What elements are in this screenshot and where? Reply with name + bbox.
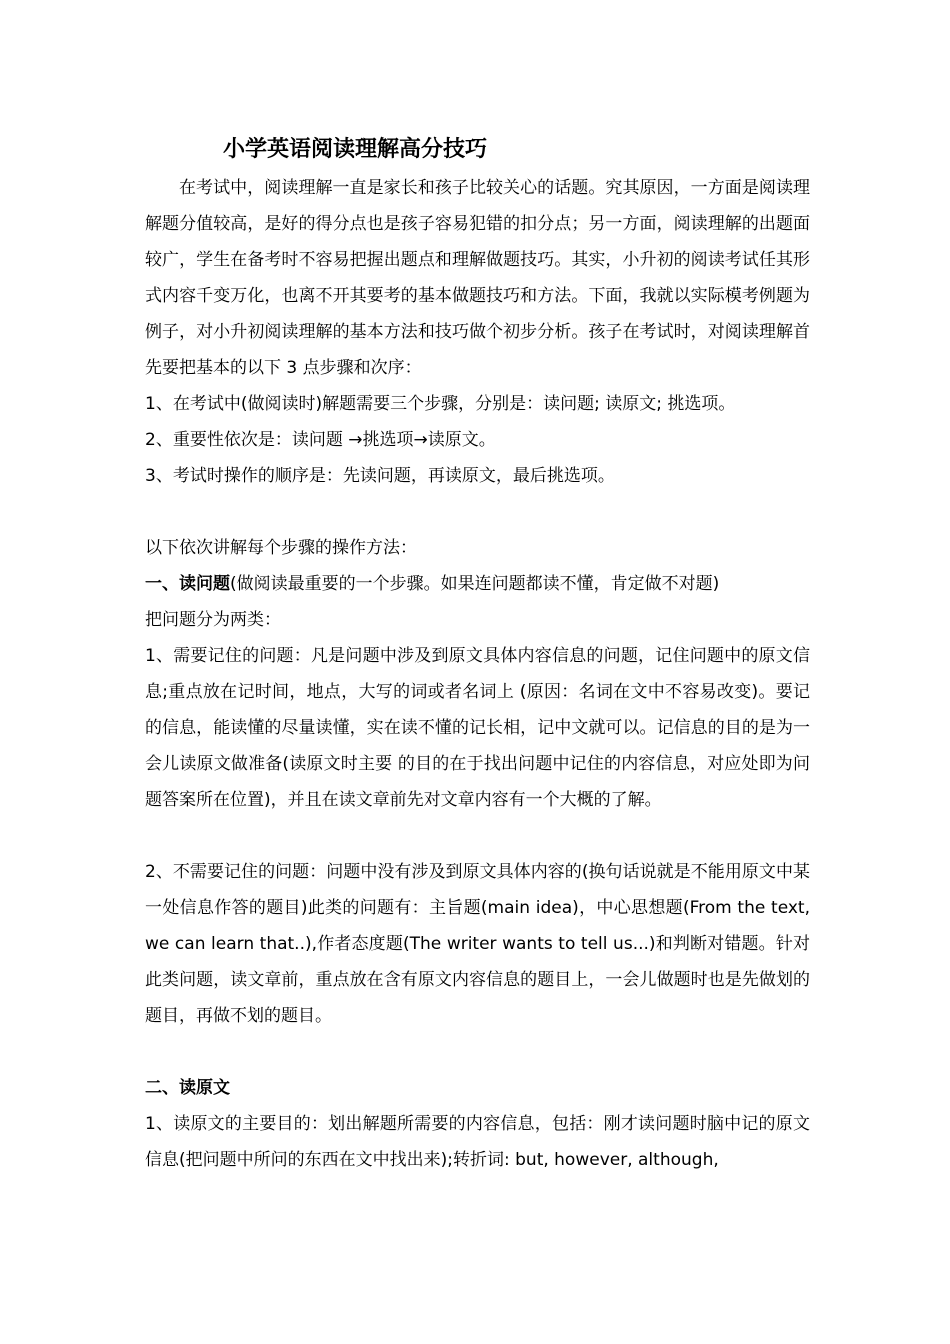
section1-item1: 1、需要记住的问题：凡是问题中涉及到原文具体内容信息的问题，记住问题中的原文信息;重点放在记时间，地点，大写的词或者名词上 (原因：名词在文中不容易改变)。要记的信息，能读懂的尽量读懂，实在读不懂的记长相，记中文就可以。记信息的目的是为一会儿读原文做准备(读原文时主要 的目的在于找出问题中记住的内容信息，对应处即为问题答案所在位置)，并且在读文章前先对文章内容有一个大概的了解。 [145,646,810,810]
section2-item1: 1、读原文的主要目的：划出解题所需要的内容信息，包括：刚才读问题时脑中记的原文信息(把问题中所问的东西在文中找出来);转折词: but, however, although, [145,1114,810,1170]
blank-line [145,494,810,530]
step-item: 1、在考试中(做阅读时)解题需要三个步骤，分别是：读问题; 读原文; 挑选项。 [145,394,736,414]
section1-sub-intro: 把问题分为两类： [145,610,281,630]
document-body [145,130,810,1178]
document-title: 小学英语阅读理解高分技巧 [223,137,488,162]
explain-intro: 以下依次讲解每个步骤的操作方法： [145,538,417,558]
intro-paragraph: 在考试中，阅读理解一直是家长和孩子比较关心的话题。究其原因，一方面是阅读理解题分值较高，是好的得分点也是孩子容易犯错的扣分点；另一方面，阅读理解的出题面较广，学生在备考时不容易把握出题点和理解做题技巧。其实，小升初的阅读考试任其形式内容千变万化，也离不开其要考的基本做题技巧和方法。下面，我就以实际模考例题为例子，对小升初阅读理解的基本方法和技巧做个初步分析。孩子在考试时，对阅读理解首先要把基本的以下 3 点步骤和次序： [145,178,810,378]
step-item: 3、考试时操作的顺序是：先读问题，再读原文，最后挑选项。 [145,466,615,486]
section1-item2: 2、不需要记住的问题：问题中没有涉及到原文具体内容的(换句话说就是不能用原文中某一处信息作答的题目)此类的问题有：主旨题(main idea)，中心思想题(From the text, we can learn that..),作者态度题(The writer wants to tell us...)和判断对错题。针对此类问题，读文章前，重点放在含有原文内容信息的题目上，一会儿做题时也是先做划的题目，再做不划的题目。 [145,862,810,1026]
blank-line [145,818,810,854]
section2-heading: 二、读原文 [145,1078,230,1098]
section1-heading: 一、读问题 [145,574,230,594]
section1-heading-line [145,566,810,602]
step-item: 2、重要性依次是：读问题 →挑选项→读原文。 [145,430,496,450]
section1-heading-note: (做阅读最重要的一个步骤。如果连问题都读不懂，肯定做不对题) [230,574,720,594]
blank-line [145,1034,810,1070]
